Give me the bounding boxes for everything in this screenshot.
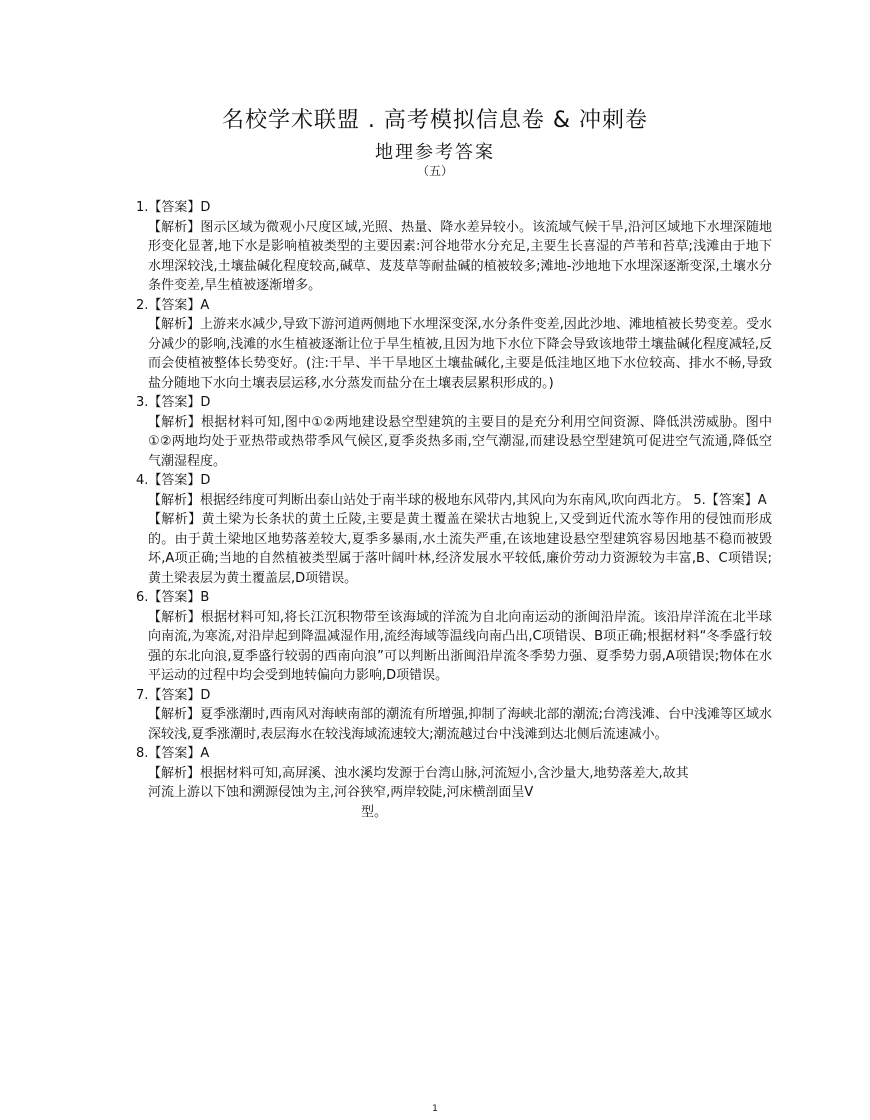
answer-4: 4.【答案】D	[136, 473, 211, 488]
answer-list	[136, 198, 772, 822]
answer-3: 3.【答案】D	[136, 395, 211, 410]
analysis-4-block	[148, 491, 772, 511]
analysis-2: 【解析】上游来水减少,导致下游河道两侧地下水埋深变深,水分条件变差,因此沙地、滩地植被长势变差。受水分减少的影响,浅滩的水生植被逐渐让位于旱生植被,且因为地下水位下降会导致该地带土壤盐碱化程度减轻,反而会使植被整体长势变好。(注:干旱、半干旱地区土壤盐碱化,主要是低洼地区地下水位较高、排水不畅,导致盐分随地下水向土壤表层运移,水分蒸发而盐分在土壤表层累积形成的。)	[148, 317, 772, 391]
page-number: 1	[432, 1104, 438, 1114]
answer-8: 8.【答案】A	[136, 746, 210, 761]
answer-7: 7.【答案】D	[136, 687, 211, 703]
analysis-8-continued: 河流上游以下蚀和溯源侵蚀为主,河谷狭窄,两岸较陡,河床横剖面呈V	[148, 785, 534, 800]
answer-1: 1.【答案】D	[136, 200, 211, 215]
analysis-4: 【解析】根据经纬度可判断出泰山站处于南半球的极地东风带内,其风向为东南风,吹向西北方。	[148, 492, 690, 508]
analysis-1: 【解析】图示区域为微观小尺度区域,光照、热量、降水差异较小。该流域气候干旱,沿河区域地下水埋深随地形变化显著,地下水是影响植被类型的主要因素:河谷地带水分充足,主要生长喜湿的芦苇和苔草;浅滩由于地下水埋深较浅,土壤盐碱化程度较高,碱草、芨芨草等耐盐碱的植被较多;滩地-沙地地下水埋深逐渐变深,土壤水分条件变差,旱生植被逐渐增多。	[148, 219, 772, 293]
analysis-3: 【解析】根据材料可知,图中①②两地建设悬空型建筑的主要目的是充分利用空间资源、降低洪涝威胁。图中①②两地均处于亚热带或热带季风气候区,夏季炎热多雨,空气潮湿,而建设悬空型建筑可促进空气流通,降低空气潮湿程度。	[148, 414, 772, 469]
analysis-8: 【解析】根据材料可知,高屏溪、浊水溪均发源于台湾山脉,河流短小,含沙量大,地势落差大,故其	[148, 765, 689, 781]
analysis-8-end: 型。	[361, 804, 388, 820]
answer-5: 5.【答案】A	[693, 492, 767, 508]
analysis-6: 【解析】根据材料可知,将长江沉积物带至该海域的洋流为自北向南运动的浙闽沿岸流。该沿岸洋流在北半球向南流,为寒流,对沿岸起到降温减湿作用,流经海域等温线向南凸出,C项错误、B项正确;根据材料“冬季盛行较强的东北向浪,夏季盛行较弱的西南向浪”可以判断出浙闽沿岸流冬季势力强、夏季势力弱,A项错误;物体在水平运动的过程中均会受到地转偏向力影响,D项错误。	[148, 609, 772, 683]
answer-6: 6.【答案】B	[136, 590, 210, 605]
page-title: 名校学术联盟 . 高考模拟信息卷 & 冲刺卷	[221, 108, 649, 133]
edition-label: （五）	[416, 164, 453, 178]
analysis-7: 【解析】夏季涨潮时,西南风对海峡南部的潮流有所增强,抑制了海峡北部的潮流;台湾浅滩、台中浅滩等区域水深较浅,夏季涨潮时,表层海水在较浅海域流速较大;潮流越过台中浅滩到达北侧后流速减小。	[148, 707, 772, 742]
page-subtitle: 地理参考答案	[375, 142, 495, 163]
analysis-5: 【解析】黄土梁为长条状的黄土丘陵,主要是黄土覆盖在梁状古地貌上,又受到近代流水等作用的侵蚀而形成的。由于黄土梁地区地势落差较大,夏季多暴雨,水土流失严重,在该地建设悬空型建筑容易因地基不稳而被毁坏,A项正确;当地的自然植被类型属于落叶阔叶林,经济发展水平较低,廉价劳动力资源较为丰富,B、C项错误;黄土梁表层为黄土覆盖层,D项错误。	[148, 512, 772, 586]
answer-2: 2.【答案】A	[136, 297, 210, 313]
